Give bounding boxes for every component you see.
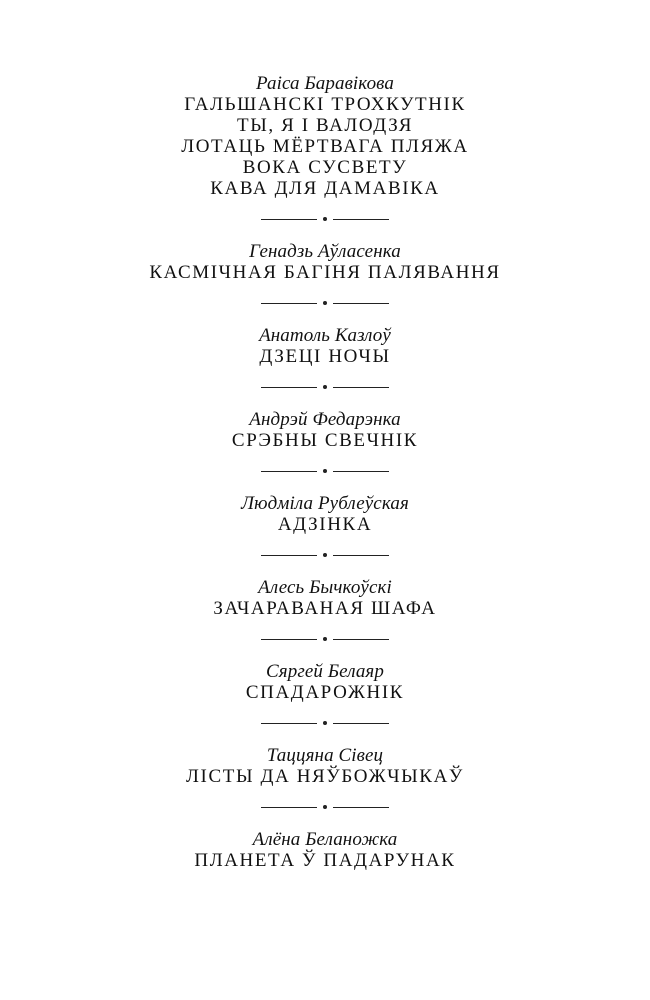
work-titles bbox=[0, 766, 650, 787]
divider-rule bbox=[333, 303, 389, 304]
toc-entry bbox=[0, 325, 650, 367]
divider-dot-icon bbox=[323, 469, 327, 473]
work-titles bbox=[0, 598, 650, 619]
divider-rule bbox=[261, 807, 317, 808]
divider-dot-icon bbox=[323, 553, 327, 557]
section-divider bbox=[261, 467, 389, 475]
divider-rule bbox=[261, 387, 317, 388]
work-titles bbox=[0, 94, 650, 199]
section-divider bbox=[261, 215, 389, 223]
work-titles bbox=[0, 262, 650, 283]
section-divider bbox=[261, 635, 389, 643]
divider-rule bbox=[261, 471, 317, 472]
work-title: СПАДАРОЖНІК bbox=[245, 682, 405, 703]
work-title: ГАЛЬШАНСКІ ТРОХКУТНІК bbox=[184, 94, 466, 115]
author-name: Таццяна Сівец bbox=[266, 745, 384, 766]
section-divider bbox=[261, 383, 389, 391]
divider-rule bbox=[261, 219, 317, 220]
work-titles bbox=[0, 514, 650, 535]
author-name: Генадзь Аўласенка bbox=[249, 241, 401, 262]
toc-entry bbox=[0, 745, 650, 787]
work-titles bbox=[0, 850, 650, 871]
toc-entry bbox=[0, 829, 650, 871]
work-title: ВОКА СУСВЕТУ bbox=[242, 157, 408, 178]
section-divider bbox=[261, 551, 389, 559]
toc-entry bbox=[0, 409, 650, 451]
work-titles bbox=[0, 430, 650, 451]
divider-rule bbox=[333, 387, 389, 388]
toc-entry bbox=[0, 241, 650, 283]
author-name: Людміла Рублеўская bbox=[241, 493, 409, 514]
work-title: ЛОТАЦЬ МЁРТВАГА ПЛЯЖА bbox=[181, 136, 469, 157]
toc-entry bbox=[0, 493, 650, 535]
divider-dot-icon bbox=[323, 301, 327, 305]
divider-rule bbox=[333, 807, 389, 808]
work-title: ТЫ, Я І ВАЛОДЗЯ bbox=[237, 115, 413, 136]
author-name: Андрэй Федарэнка bbox=[249, 409, 401, 430]
work-titles bbox=[0, 346, 650, 367]
toc-entry bbox=[0, 577, 650, 619]
work-title: СРЭБНЫ СВЕЧНІК bbox=[231, 430, 419, 451]
table-of-contents bbox=[0, 73, 650, 871]
divider-dot-icon bbox=[323, 721, 327, 725]
divider-rule bbox=[261, 555, 317, 556]
author-name: Алёна Беланожка bbox=[252, 829, 398, 850]
work-title: КАВА ДЛЯ ДАМАВІКА bbox=[210, 178, 440, 199]
divider-rule bbox=[333, 219, 389, 220]
divider-rule bbox=[261, 303, 317, 304]
divider-dot-icon bbox=[323, 805, 327, 809]
divider-rule bbox=[261, 723, 317, 724]
divider-rule bbox=[333, 471, 389, 472]
section-divider bbox=[261, 299, 389, 307]
divider-dot-icon bbox=[323, 385, 327, 389]
divider-rule bbox=[333, 639, 389, 640]
divider-dot-icon bbox=[323, 217, 327, 221]
author-name: Раіса Баравікова bbox=[256, 73, 394, 94]
author-name: Сяргей Белаяр bbox=[266, 661, 384, 682]
work-title: ПЛАНЕТА Ў ПАДАРУНАК bbox=[194, 850, 456, 871]
work-title: ЗАЧАРАВАНАЯ ШАФА bbox=[213, 598, 437, 619]
work-title: КАСМІЧНАЯ БАГІНЯ ПАЛЯВАННЯ bbox=[149, 262, 501, 283]
section-divider bbox=[261, 719, 389, 727]
toc-entry bbox=[0, 661, 650, 703]
work-title: ЛІСТЫ ДА НЯЎБОЖЧЫКАЎ bbox=[186, 766, 464, 787]
section-divider bbox=[261, 803, 389, 811]
author-name: Алесь Бычкоўскі bbox=[258, 577, 392, 598]
divider-rule bbox=[333, 723, 389, 724]
work-title: ДЗЕЦІ НОЧЫ bbox=[259, 346, 391, 367]
divider-dot-icon bbox=[323, 637, 327, 641]
work-titles bbox=[0, 682, 650, 703]
divider-rule bbox=[333, 555, 389, 556]
work-title: АДЗІНКА bbox=[277, 514, 373, 535]
author-name: Анатоль Казлоў bbox=[259, 325, 391, 346]
toc-entry bbox=[0, 73, 650, 199]
divider-rule bbox=[261, 639, 317, 640]
